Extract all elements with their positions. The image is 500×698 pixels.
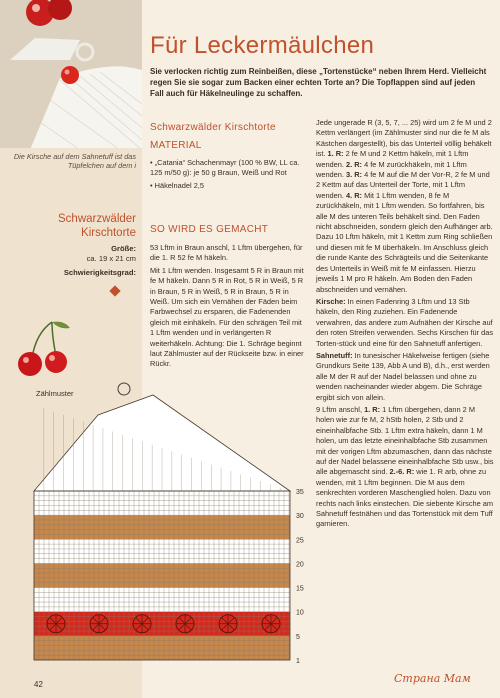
- row-number: 15: [296, 585, 304, 593]
- row-number: 20: [296, 561, 304, 569]
- material-list: [150, 158, 302, 193]
- photo-caption: Die Kirsche auf dem Sahnetuff ist das Tüpfelchen auf dem i: [13, 152, 136, 170]
- cream-rows-paragraph: 9 Lftm anschl, 1. R: 1 Lftm übergehen, dann 2 M holen wie zur fe M, 2 hStb holen, 2 Stb und 2 eineinhalbfache Stb. 1 Lftm extra häkeln, dann 1 M holen, um das letzte eineinhalbfache Stb zusammen mit der vorigen Lftm abzumaschen, dann das nächste auf der Nadel belassene eineinhalbfache Stb usw., bis alle abgemascht sind. 2.-6. R: wie 1. R arb, ohne zu wenden, mit 1 Lftm beginnen. Die M aus dem senkrechten vorderen Maschenglied holen. Dazu von rechts nach links einstechen. Die siebente Kirsche am Sahnetuff festnähen und das Tortenstück mit dem Tuff garnieren.: [316, 404, 494, 529]
- chart-band: [34, 491, 290, 515]
- row-number: 25: [296, 537, 304, 545]
- cream-paragraph: Sahnetuff: In tunesischer Häkelweise fertigen (siehe Grundkurs Seite 139, Abb A und B), d.h., erst werden alle M der R auf der Nadel belassen und ohne zu wenden nacheinander wieder abgem. Die Schräge ergibt sich von allein.: [316, 350, 490, 402]
- row-number: 5: [296, 633, 300, 641]
- howto-paragraph: 53 Lftm in Braun anschl, 1 Lftm übergehen, für die 1. R 52 fe M häkeln.: [150, 243, 303, 263]
- chart-band: [34, 588, 290, 612]
- potholder-photo: [0, 0, 142, 148]
- chart-band: [34, 539, 290, 563]
- difficulty-icon: [109, 285, 120, 296]
- chart-label: Zählmuster: [36, 389, 74, 398]
- howto-text: [150, 243, 304, 372]
- instructions-right: [316, 118, 494, 532]
- cherries-icon: [12, 318, 82, 378]
- row-number: 30: [296, 513, 304, 521]
- page-number: 42: [34, 680, 43, 689]
- chart-band: [34, 612, 290, 636]
- hanger-loop: [118, 383, 130, 395]
- sidebar-heading: Schwarzwälder Kirschtorte: [58, 213, 136, 239]
- chart-band: [34, 563, 290, 587]
- material-item: • Häkelnadel 2,5: [150, 180, 204, 190]
- material-subtitle: Schwarzwälder Kirschtorte: [150, 122, 276, 133]
- page-title: Für Leckermäulchen: [150, 32, 375, 59]
- material-item: • „Catania“ Schachenmayr (100 % BW, LL ca. 125 m/50 g): je 50 g Braun, Weiß und Rot: [150, 158, 300, 178]
- difficulty-label: Schwierigkeitsgrad:: [63, 268, 136, 277]
- howto-heading: SO WIRD ES GEMACHT: [150, 224, 269, 235]
- watermark: Страна Мам: [394, 672, 471, 685]
- counting-chart: [28, 375, 313, 675]
- row-number: 1: [296, 658, 300, 665]
- row-number: 10: [296, 609, 304, 617]
- howto-paragraph: Mit 1 Lftm wenden. Insgesamt 5 R in Braun mit fe M häkeln. Dann 5 R in Rot, 5 R in Weiß, 5 R in Braun, 5 R in Weiß, 5 R in Braun, 5 R in Weiß. Um sich ein Vernähen der Fäden beim Farbwechsel zu ersparen, die Fadenenden gleich mit einhäkeln. Für den schrägen Teil mit 1 Lftm wenden und in verlängerten R weiterhäkeln. Achtung: Die 1. Schräge beginnt laut Zählmuster auf der Rückseite bzw. in einer Rückr.: [150, 265, 304, 369]
- material-heading: MATERIAL: [150, 140, 202, 151]
- chart-band: [34, 636, 290, 660]
- chart-band: [34, 515, 290, 539]
- cherry-paragraph: Kirsche: In einen Fadenring 3 Lftm und 13 Stb häkeln, den Ring zuziehen. Ein Fadenende verwahren, das andere zum Aufnähen der Kirsche auf den roten Streifen verwenden. Sechs Kirschen für das Torten-stück und eine für den Sahnetuff anfertigen.: [316, 296, 494, 348]
- size-value: ca. 19 x 21 cm: [86, 254, 136, 263]
- row-number: 35: [296, 489, 304, 496]
- intro-text: Sie verlocken richtig zum Reinbeißen, diese „Tortenstücke“ neben Ihrem Herd. Vielleicht regen Sie sie sogar zum Backen einer echten Torte an? Die Topflappen sind auf jeden Fall auch für Häkelneulinge zu schaffen.: [150, 67, 487, 98]
- size-label: Größe:: [111, 244, 136, 253]
- rows-paragraph: Jede ungerade R (3, 5, 7, ... 25) wird um 2 fe M und 2 Kettm verlängert (im Zählmuster sind nur die fe M als Kästchen dargestellt), bis das Unterteil völlig behäkelt ist. 1. R: 2 fe M und 2 Kettm häkeln, mit 1 Lftm wenden. 2. R: 4 fe M zurückhäkeln, mit 1 Lftm wenden. 3. R: 4 fe M auf die M der Vor-R, 2 fe M und 2 Kettm auf das Unterteil der Torte, mit 1 Lftm wenden. 4. R: Mit 1 Lftm wenden, 8 fe M zurückhäkeln, mit 1 Lftm wenden. So fortfahren, bis alle M des unteren Teils behäkelt sind. Den Faden nicht abschneiden, sondern gleich den Aufhänger arb. Dazu 10 Lftm häkeln, mit 1 Kettm zum Ring schließen und diesen mit fe M überhäkeln. Im Anschluss gleich die runde Kante des Schrägteils und die Seitenkante des Unterteils in Weiß mit fe M einfassen. Hierzu jeweils 1 M pro R häkeln. Am Boden den Faden abschneiden und vernähen.: [316, 118, 493, 294]
